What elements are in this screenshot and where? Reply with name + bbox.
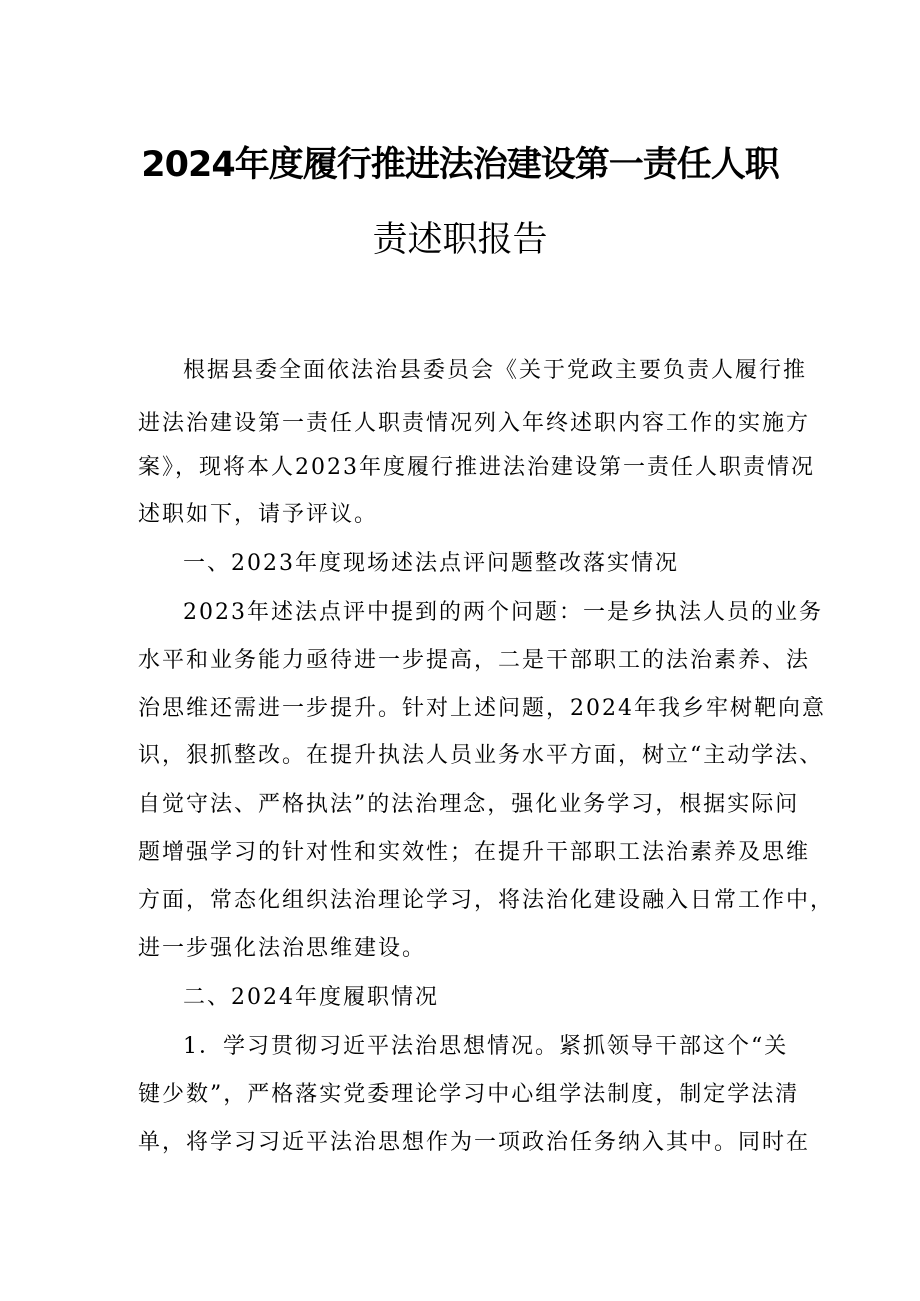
- body-text-line: 案》，现将本人2023年度履行推进法治建设第一责任人职责情况: [138, 455, 815, 480]
- document-title-line-2: 责述职报告: [372, 220, 548, 260]
- section-heading: 二、2024年度履职情况: [183, 985, 439, 1010]
- body-text-line: 2023年述法点评中提到的两个问题：一是乡执法人员的业务: [183, 600, 823, 625]
- body-text-line: 1．学习贯彻习近平法治思想情况。紧抓领导干部这个“关: [183, 1034, 789, 1059]
- body-text-line: 键少数”，严格落实党委理论学习中心组学法制度，制定学法清: [138, 1082, 800, 1107]
- body-text-line: 识，狠抓整改。在提升执法人员业务水平方面，树立“主动学法、: [138, 743, 824, 768]
- body-text-line: 题增强学习的针对性和实效性；在提升干部职工法治素养及思维: [138, 840, 811, 865]
- body-text-line: 治思维还需进一步提升。针对上述问题，2024年我乡牢树靶向意: [138, 696, 826, 721]
- body-text-line: 单，将学习习近平法治思想作为一项政治任务纳入其中。同时在: [138, 1130, 811, 1155]
- body-text-line: 进一步强化法治思维建设。: [138, 936, 427, 961]
- body-text-line: 自觉守法、严格执法”的法治理念，强化业务学习，根据实际问: [138, 792, 800, 817]
- body-text-line: 根据县委全面依法治县委员会《关于党政主要负责人履行推: [183, 358, 808, 383]
- section-heading: 一、2023年度现场述法点评问题整改落实情况: [183, 551, 679, 576]
- body-text-line: 水平和业务能力亟待进一步提高，二是干部职工的法治素养、法: [138, 648, 811, 673]
- body-text-line: 方面，常态化组织法治理论学习，将法治化建设融入日常工作中，: [138, 888, 835, 913]
- document-title-line-1: 2024年度履行推进法治建设第一责任人职: [141, 145, 779, 185]
- body-text-line: 进法治建设第一责任人职责情况列入年终述职内容工作的实施方: [138, 411, 811, 436]
- body-text-line: 述职如下，请予评议。: [138, 502, 379, 527]
